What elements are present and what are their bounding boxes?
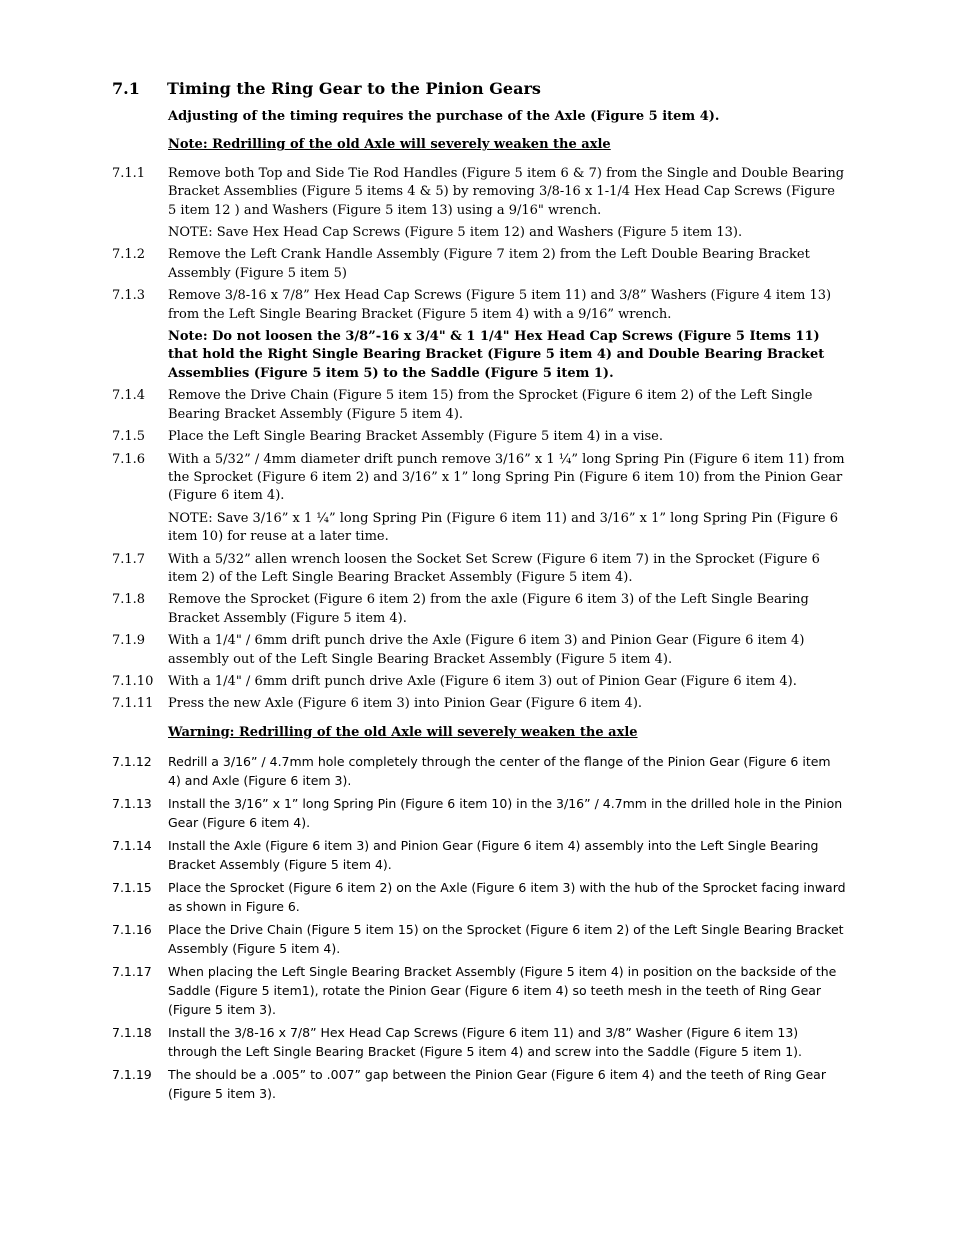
list-item (112, 287, 847, 324)
list-item (112, 387, 847, 424)
step-number: 7.1.13 (112, 796, 152, 812)
list-item (112, 632, 847, 669)
list-item (112, 591, 847, 628)
step-note: NOTE: Save Hex Head Cap Screws (Figure 5 item 12) and Washers (Figure 5 item 13). (168, 225, 743, 241)
list-item (112, 510, 847, 547)
step-text: With a 1/4" / 6mm drift punch drive the Axle (Figure 6 item 3) and Pinion Gear (Figure 6 item 4) assembly out of the Left Single Bearing Bracket Assembly (Figure 5 item 4). (168, 633, 805, 667)
bold-caution-note: Note: Do not loosen the 3/8”-16 x 3/4" & 1 1/4" Hex Head Cap Screws (Figure 5 Items 11) that hold the Right Single Bearing Bracket (Figure 5 item 4) and Double Bearing Bracket Assemblies (Figure 5 item 5) to the Saddle (Figure 5 item 1). (168, 329, 825, 381)
list-item (112, 878, 847, 916)
steps-group-a (112, 165, 847, 324)
steps-group-b (112, 387, 847, 714)
step-text: Install the 3/8-16 x 7/8” Hex Head Cap Screws (Figure 6 item 11) and 3/8” Washer (Figure 6 item 13) through the Left Single Bearing Bracket (Figure 5 item 4) and screw into the Saddle (Figure 5 item 1). (168, 1025, 802, 1060)
list-item (112, 962, 847, 1019)
intro-note: Note: Redrilling of the old Axle will severely weaken the axle (168, 137, 611, 153)
step-text: When placing the Left Single Bearing Bracket Assembly (Figure 5 item 4) in position on the backside of the Saddle (Figure 5 item1), rotate the Pinion Gear (Figure 6 item 4) so teeth mesh in the teeth of Ring Gear (Figure 5 item 3). (168, 964, 837, 1018)
list-item (112, 165, 847, 220)
step-number: 7.1.14 (112, 838, 152, 854)
step-number: 7.1.9 (112, 633, 146, 649)
steps-group-c (112, 752, 847, 1103)
list-item (112, 695, 847, 713)
step-number: 7.1.6 (112, 451, 146, 467)
step-text: Place the Sprocket (Figure 6 item 2) on the Axle (Figure 6 item 3) with the hub of the Sprocket facing inward as shown in Figure 6. (168, 880, 846, 915)
step-text: With a 5/32” / 4mm diameter drift punch remove 3/16” x 1 ¼” long Spring Pin (Figure 6 item 11) from the Sprocket (Figure 6 item 2) and 3/16” x 1” long Spring Pin (Figure 6 item 10) from the Pinion Gear (Figure 6 item 4). (168, 451, 845, 504)
step-number: 7.1.1 (112, 165, 146, 181)
step-number: 7.1.2 (112, 247, 146, 263)
step-text: Remove the Drive Chain (Figure 5 item 15) from the Sprocket (Figure 6 item 2) of the Left Single Bearing Bracket Assembly (Figure 5 item 4). (168, 388, 813, 422)
step-text: Remove the Left Crank Handle Assembly (Figure 7 item 2) from the Left Double Bearing Bracket Assembly (Figure 5 item 5) (168, 247, 810, 281)
list-item (112, 551, 847, 588)
document-body (112, 108, 847, 1103)
step-text: The should be a .005” to .007” gap between the Pinion Gear (Figure 6 item 4) and the teeth of Ring Gear (Figure 5 item 3). (168, 1067, 826, 1102)
list-item (112, 246, 847, 283)
step-number: 7.1.15 (112, 880, 152, 896)
step-text: Redrill a 3/16” / 4.7mm hole completely through the center of the flange of the Pinion Gear (Figure 6 item 4) and Axle (Figure 6 item 3). (168, 754, 831, 789)
intro-line: Adjusting of the timing requires the purchase of the Axle (Figure 5 item 4). (168, 109, 720, 124)
step-number: 7.1.12 (112, 754, 152, 770)
step-text: Place the Left Single Bearing Bracket Assembly (Figure 5 item 4) in a vise. (168, 429, 663, 445)
section-title: Timing the Ring Gear to the Pinion Gears (167, 79, 541, 98)
list-item (112, 920, 847, 958)
step-number: 7.1.11 (112, 696, 154, 712)
step-text: Remove 3/8-16 x 7/8” Hex Head Cap Screws (Figure 5 item 11) and 3/8” Washers (Figure 4 item 13) from the Left Single Bearing Bracket (Figure 5 item 4) with a 9/16” wrench. (168, 288, 832, 322)
step-text: Remove the Sprocket (Figure 6 item 2) from the axle (Figure 6 item 3) of the Left Single Bearing Bracket Assembly (Figure 5 item 4). (168, 592, 809, 626)
step-text: Install the 3/16” x 1” long Spring Pin (Figure 6 item 10) in the 3/16” / 4.7mm in the drilled hole in the Pinion Gear (Figure 6 item 4). (168, 796, 843, 831)
section-heading (112, 78, 541, 100)
step-number: 7.1.8 (112, 592, 146, 608)
step-number: 7.1.5 (112, 429, 146, 445)
list-item (112, 794, 847, 832)
step-text: With a 1/4" / 6mm drift punch drive Axle (Figure 6 item 3) out of Pinion Gear (Figure 6 item 4). (168, 673, 797, 689)
step-number: 7.1.18 (112, 1025, 152, 1041)
list-item (112, 1065, 847, 1103)
step-text: Install the Axle (Figure 6 item 3) and Pinion Gear (Figure 6 item 4) assembly into the Left Single Bearing Bracket Assembly (Figure 5 item 4). (168, 838, 819, 873)
list-item (112, 224, 847, 242)
list-item (112, 1023, 847, 1061)
list-item (112, 836, 847, 874)
step-number: 7.1.16 (112, 922, 152, 938)
step-text: With a 5/32” allen wrench loosen the Socket Set Screw (Figure 6 item 7) in the Sprocket (Figure 6 item 2) of the Left Single Bearing Bracket Assembly (Figure 5 item 4). (168, 551, 820, 585)
step-number: 7.1.10 (112, 673, 154, 689)
list-item (112, 451, 847, 506)
step-text: Place the Drive Chain (Figure 5 item 15) on the Sprocket (Figure 6 item 2) of the Left Single Bearing Bracket Assembly (Figure 5 item 4). (168, 922, 844, 957)
step-number: 7.1.3 (112, 288, 146, 304)
step-number: 7.1.7 (112, 551, 146, 567)
step-note: NOTE: Save 3/16” x 1 ¼” long Spring Pin (Figure 6 item 11) and 3/16” x 1” long Spring Pin (Figure 6 item 10) for reuse at a later time. (168, 510, 839, 545)
step-number: 7.1.19 (112, 1067, 152, 1083)
list-item (112, 428, 847, 446)
section-number: 7.1 (112, 79, 140, 98)
step-text: Press the new Axle (Figure 6 item 3) into Pinion Gear (Figure 6 item 4). (168, 696, 643, 712)
step-text: Remove both Top and Side Tie Rod Handles (Figure 5 item 6 & 7) from the Single and Double Bearing Bracket Assemblies (Figure 5 items 4 & 5) by removing 3/8-16 x 1-1/4 Hex Head Cap Screws (Figure 5 item 12 ) and Washers (Figure 5 item 13) using a 9/16" wrench. (168, 165, 845, 218)
warning-note: Warning: Redrilling of the old Axle will severely weaken the axle (168, 724, 638, 740)
step-number: 7.1.17 (112, 964, 152, 980)
list-item (112, 752, 847, 790)
list-item (112, 673, 847, 691)
step-number: 7.1.4 (112, 388, 146, 404)
